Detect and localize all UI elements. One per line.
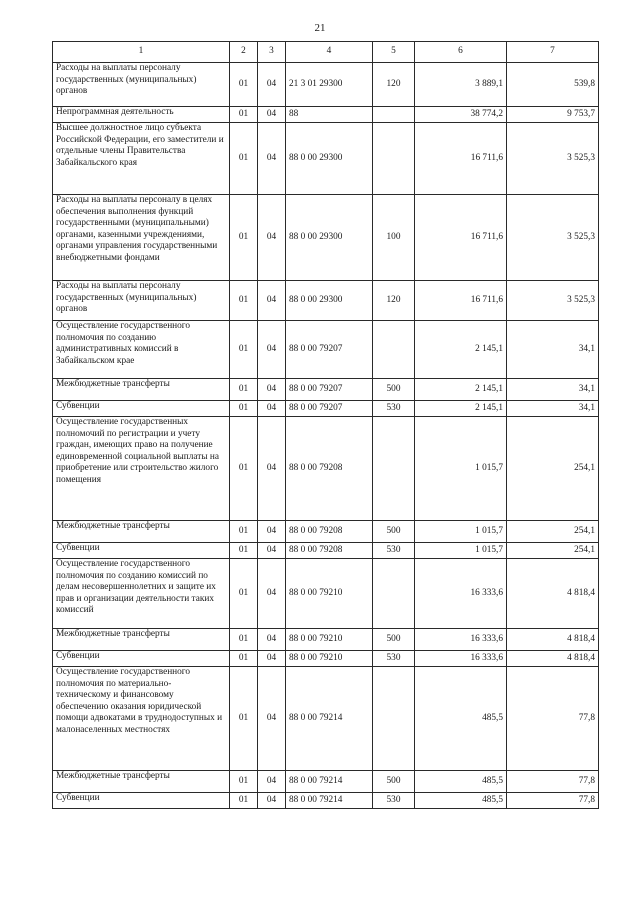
column-7-value: 4 818,4 (507, 559, 599, 629)
section-code: 01 (230, 793, 258, 809)
column-header: 6 (415, 42, 507, 63)
column-7-value: 3 525,3 (507, 123, 599, 195)
target-article-code: 88 0 00 79214 (286, 771, 373, 793)
budget-table (52, 41, 599, 809)
table-row (53, 559, 599, 629)
subsection-code: 04 (258, 281, 286, 321)
expense-type-code (373, 417, 415, 521)
column-header: 1 (53, 42, 230, 63)
row-name: Высшее должностное лицо субъекта Российской Федерации, его заместители и отдельные члены Правительства Забайкальского края (53, 123, 230, 195)
row-name: Расходы на выплаты персоналу государственных (муниципальных) органов (53, 281, 230, 321)
column-7-value: 539,8 (507, 63, 599, 107)
row-name: Межбюджетные трансферты (53, 629, 230, 651)
column-6-value: 16 711,6 (415, 123, 507, 195)
expense-type-code (373, 123, 415, 195)
table-row (53, 521, 599, 543)
column-header: 3 (258, 42, 286, 63)
table-row (53, 793, 599, 809)
row-name: Осуществление государственных полномочий по регистрации и учету граждан, имеющих право на получение единовременной социальной выплаты на приобретение или строительство жилого помещения (53, 417, 230, 521)
column-7-value: 34,1 (507, 379, 599, 401)
column-7-value: 254,1 (507, 543, 599, 559)
target-article-code: 88 0 00 79208 (286, 521, 373, 543)
subsection-code: 04 (258, 107, 286, 123)
section-code: 01 (230, 281, 258, 321)
row-name: Осуществление государственного полномочия по материально-техническому и финансовому обеспечению оказания юридической помощи адвокатами в труднодоступных и малонаселенных местностях (53, 667, 230, 771)
table-row (53, 195, 599, 281)
section-code: 01 (230, 417, 258, 521)
target-article-code: 88 0 00 29300 (286, 281, 373, 321)
row-name: Осуществление государственного полномочия по созданию комиссий по делам несовершеннолетних и защите их прав и организации деятельности таких комиссий (53, 559, 230, 629)
row-name: Расходы на выплаты персоналу в целях обеспечения выполнения функций государственными (муниципальными) органами, казенными учреждениями, органами управления государственными внебюджетными фондами (53, 195, 230, 281)
row-name: Осуществление государственного полномочия по созданию административных комиссий в Забайкальском крае (53, 321, 230, 379)
page-number: 21 (314, 22, 326, 34)
expense-type-code: 500 (373, 629, 415, 651)
column-6-value: 2 145,1 (415, 401, 507, 417)
target-article-code: 88 0 00 29300 (286, 195, 373, 281)
column-6-value: 16 711,6 (415, 281, 507, 321)
expense-type-code: 500 (373, 521, 415, 543)
subsection-code: 04 (258, 543, 286, 559)
column-6-value: 1 015,7 (415, 417, 507, 521)
expense-type-code: 530 (373, 793, 415, 809)
section-code: 01 (230, 195, 258, 281)
row-name: Межбюджетные трансферты (53, 771, 230, 793)
section-code: 01 (230, 559, 258, 629)
target-article-code: 88 0 00 79210 (286, 651, 373, 667)
column-6-value: 16 333,6 (415, 559, 507, 629)
target-article-code: 88 0 00 79214 (286, 793, 373, 809)
subsection-code: 04 (258, 401, 286, 417)
target-article-code: 88 0 00 79207 (286, 379, 373, 401)
column-header: 2 (230, 42, 258, 63)
target-article-code: 88 0 00 29300 (286, 123, 373, 195)
column-6-value: 485,5 (415, 771, 507, 793)
section-code: 01 (230, 629, 258, 651)
column-7-value: 77,8 (507, 667, 599, 771)
target-article-code: 88 0 00 79208 (286, 417, 373, 521)
expense-type-code: 120 (373, 281, 415, 321)
section-code: 01 (230, 123, 258, 195)
subsection-code: 04 (258, 667, 286, 771)
column-7-value: 77,8 (507, 771, 599, 793)
table-row (53, 543, 599, 559)
column-header: 5 (373, 42, 415, 63)
table-row (53, 417, 599, 521)
subsection-code: 04 (258, 629, 286, 651)
column-6-value: 38 774,2 (415, 107, 507, 123)
column-header: 4 (286, 42, 373, 63)
expense-type-code: 120 (373, 63, 415, 107)
section-code: 01 (230, 321, 258, 379)
column-6-value: 16 333,6 (415, 629, 507, 651)
column-6-value: 3 889,1 (415, 63, 507, 107)
target-article-code: 88 0 00 79207 (286, 321, 373, 379)
expense-type-code: 530 (373, 651, 415, 667)
table-row (53, 63, 599, 107)
column-6-value: 485,5 (415, 667, 507, 771)
section-code: 01 (230, 667, 258, 771)
row-name: Субвенции (53, 793, 230, 809)
target-article-code: 88 (286, 107, 373, 123)
column-7-value: 77,8 (507, 793, 599, 809)
subsection-code: 04 (258, 771, 286, 793)
column-7-value: 4 818,4 (507, 629, 599, 651)
row-name: Межбюджетные трансферты (53, 521, 230, 543)
column-6-value: 16 711,6 (415, 195, 507, 281)
section-code: 01 (230, 63, 258, 107)
expense-type-code: 500 (373, 771, 415, 793)
subsection-code: 04 (258, 195, 286, 281)
row-name: Непрограммная деятельность (53, 107, 230, 123)
row-name: Межбюджетные трансферты (53, 379, 230, 401)
column-6-value: 1 015,7 (415, 521, 507, 543)
row-name: Субвенции (53, 401, 230, 417)
table-row (53, 107, 599, 123)
expense-type-code: 500 (373, 379, 415, 401)
section-code: 01 (230, 651, 258, 667)
target-article-code: 88 0 00 79207 (286, 401, 373, 417)
subsection-code: 04 (258, 651, 286, 667)
target-article-code: 88 0 00 79208 (286, 543, 373, 559)
subsection-code: 04 (258, 63, 286, 107)
column-6-value: 2 145,1 (415, 379, 507, 401)
subsection-code: 04 (258, 417, 286, 521)
section-code: 01 (230, 401, 258, 417)
column-6-value: 485,5 (415, 793, 507, 809)
subsection-code: 04 (258, 123, 286, 195)
subsection-code: 04 (258, 321, 286, 379)
expense-type-code (373, 107, 415, 123)
section-code: 01 (230, 771, 258, 793)
column-6-value: 2 145,1 (415, 321, 507, 379)
table-row (53, 401, 599, 417)
target-article-code: 88 0 00 79210 (286, 629, 373, 651)
column-7-value: 3 525,3 (507, 281, 599, 321)
column-6-value: 16 333,6 (415, 651, 507, 667)
table-row (53, 629, 599, 651)
row-name: Расходы на выплаты персоналу государственных (муниципальных) органов (53, 63, 230, 107)
expense-type-code (373, 321, 415, 379)
expense-type-code: 530 (373, 543, 415, 559)
target-article-code: 88 0 00 79214 (286, 667, 373, 771)
expense-type-code: 100 (373, 195, 415, 281)
header-row (53, 42, 599, 63)
table-row (53, 771, 599, 793)
column-7-value: 254,1 (507, 417, 599, 521)
column-7-value: 3 525,3 (507, 195, 599, 281)
section-code: 01 (230, 107, 258, 123)
subsection-code: 04 (258, 379, 286, 401)
table-row (53, 651, 599, 667)
column-6-value: 1 015,7 (415, 543, 507, 559)
table-row (53, 321, 599, 379)
column-7-value: 9 753,7 (507, 107, 599, 123)
section-code: 01 (230, 379, 258, 401)
column-7-value: 34,1 (507, 401, 599, 417)
section-code: 01 (230, 543, 258, 559)
section-code: 01 (230, 521, 258, 543)
column-7-value: 254,1 (507, 521, 599, 543)
table-row (53, 123, 599, 195)
expense-type-code (373, 667, 415, 771)
subsection-code: 04 (258, 559, 286, 629)
row-name: Субвенции (53, 651, 230, 667)
expense-type-code: 530 (373, 401, 415, 417)
target-article-code: 88 0 00 79210 (286, 559, 373, 629)
subsection-code: 04 (258, 521, 286, 543)
column-7-value: 4 818,4 (507, 651, 599, 667)
subsection-code: 04 (258, 793, 286, 809)
table-row (53, 281, 599, 321)
table-row (53, 379, 599, 401)
target-article-code: 21 3 01 29300 (286, 63, 373, 107)
column-7-value: 34,1 (507, 321, 599, 379)
table-row (53, 667, 599, 771)
column-header: 7 (507, 42, 599, 63)
row-name: Субвенции (53, 543, 230, 559)
expense-type-code (373, 559, 415, 629)
